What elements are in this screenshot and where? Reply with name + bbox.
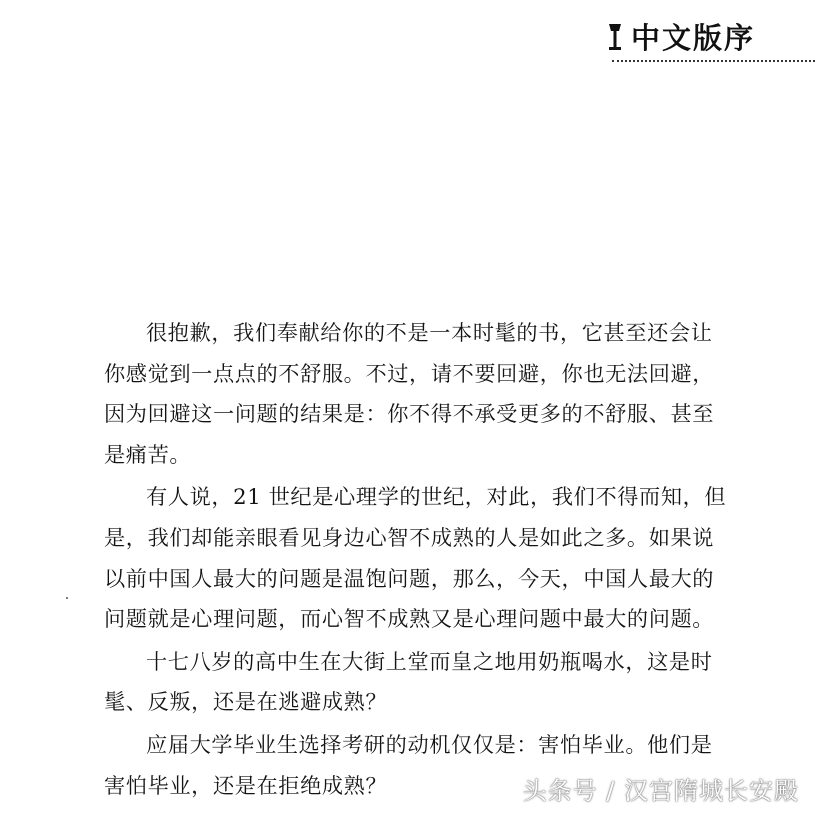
text-line: 是痛苦。 (104, 441, 192, 467)
watermark: 头条号 / 汉宫隋城长安殿 (522, 777, 799, 805)
page-header (605, 16, 755, 57)
text-line: 应届大学毕业生选择考研的动机仅仅是：害怕毕业。他们是 (146, 731, 713, 757)
scan-speck (66, 597, 68, 599)
lamp-icon (605, 22, 625, 52)
text-line: 问题就是心理问题，而心智不成熟又是心理问题中最大的问题。 (104, 606, 715, 632)
header-dotted-rule (612, 60, 815, 62)
paragraph (104, 313, 756, 475)
text-line: 是，我们却能亲眼看见身边心智不成熟的人是如此之多。如果说 (104, 524, 715, 550)
page-title: 中文版序 (630, 21, 755, 55)
text-line: 因为回避这一问题的结果是：你不得不承受更多的不舒服、甚至 (104, 401, 715, 427)
text-line: 害怕毕业，还是在拒绝成熟？ (104, 772, 388, 798)
paragraph (104, 477, 756, 639)
text-line: 有人说，21 世纪是心理学的世纪，对此，我们不得而知，但 (146, 484, 727, 510)
paragraph (104, 642, 756, 723)
text-line: 很抱歉，我们奉献给你的不是一本时髦的书，它甚至还会让 (146, 320, 713, 345)
text-line: 以前中国人最大的问题是温饱问题，那么，今天，中国人最大的 (104, 565, 715, 591)
text-line: 你感觉到一点点的不舒服。不过，请不要回避，你也无法回避， (104, 360, 715, 386)
preface-body (104, 313, 756, 806)
text-line: 髦、反叛，还是在逃避成熟？ (104, 689, 388, 715)
text-line: 十七八岁的高中生在大街上堂而皇之地用奶瓶喝水，这是时 (146, 648, 713, 674)
